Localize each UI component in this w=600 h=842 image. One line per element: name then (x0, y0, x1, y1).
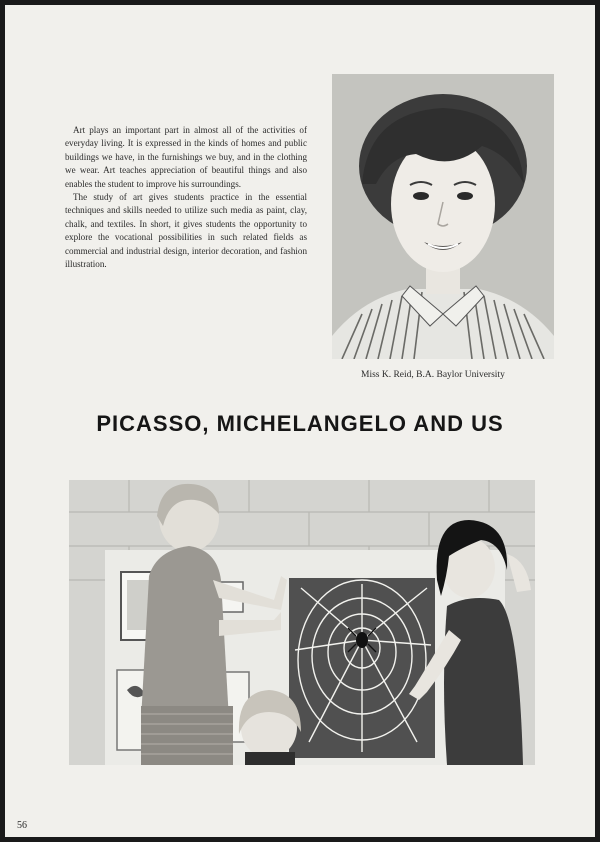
group-photo (69, 480, 535, 765)
paragraph-study: The study of art gives students practice in the essential techniques and skills needed to utilize such media as paint, clay, chalk, and textiles. In short, it gives students the opportunity to explore the vocational possibilities in such related fields as commercial and industrial design, interior decoration, and fashion illustration. (65, 192, 307, 270)
portrait-caption: Miss K. Reid, B.A. Baylor University (361, 370, 505, 380)
paragraph-intro: Art plays an important part in almost all of the activities of everyday living. It is expressed in the kinds of homes and public buildings we have, in the furnishings we buy, and in the clothing we wear. Art teaches appreciation of beautiful things and also enables the student to improve his surroundings. (65, 125, 307, 189)
article-body (65, 124, 307, 271)
page-headline: PICASSO, MICHELANGELO AND US (96, 411, 504, 436)
teacher-portrait (332, 74, 554, 359)
art-class-photo (69, 480, 535, 765)
portrait-photo (332, 74, 554, 359)
yearbook-page (5, 5, 595, 837)
page-number: 56 (17, 820, 27, 831)
